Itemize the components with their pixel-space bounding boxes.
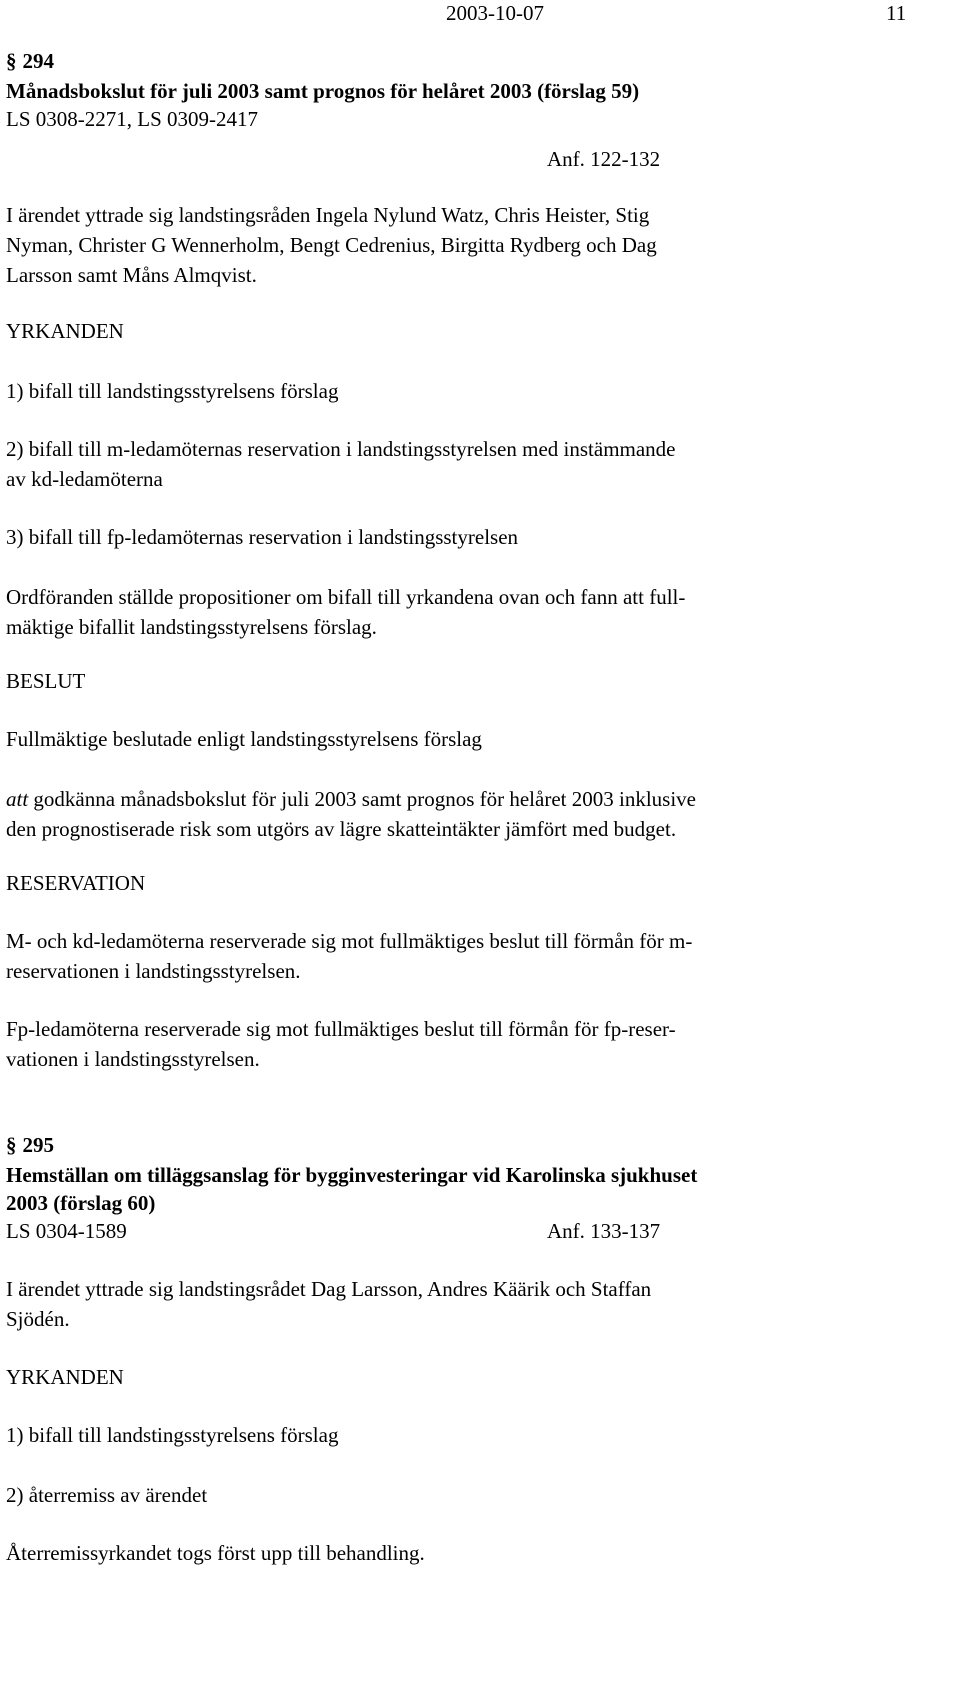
section-295-title-line: Hemställan om tilläggsanslag för bygginvesteringar vid Karolinska sjukhuset xyxy=(6,1163,698,1187)
ordforanden-line: Ordföranden ställde propositioner om bifall till yrkandena ovan och fann att full- xyxy=(6,585,686,609)
yrkande-3: 3) bifall till fp-ledamöternas reservation i landstingsstyrelsen xyxy=(6,525,519,549)
att-clause-line: den prognostiserade risk som utgörs av lägre skatteintäkter jämfört med budget. xyxy=(6,817,677,841)
section-294-title: Månadsbokslut för juli 2003 samt prognos för helåret 2003 (förslag 59) xyxy=(6,79,640,103)
section-295-heading xyxy=(6,1130,54,1160)
reservation-2-line: Fp-ledamöterna reserverade sig mot fullmäktiges beslut till förmån för fp-reser- xyxy=(6,1017,676,1041)
page-date: 2003-10-07 xyxy=(446,1,544,25)
section-294-anf: Anf. 122-132 xyxy=(547,147,661,171)
section-294-heading xyxy=(6,46,54,76)
att-clause-line xyxy=(6,784,696,814)
speakers-line: Nyman, Christer G Wennerholm, Bengt Cedrenius, Birgitta Rydberg och Dag xyxy=(6,233,657,257)
section-295-reference: LS 0304-1589 xyxy=(6,1219,127,1243)
section-295-anf: Anf. 133-137 xyxy=(547,1219,661,1243)
yrkande-2: 2) återremiss av ärendet xyxy=(6,1483,208,1507)
reservation-2-line: vationen i landstingsstyrelsen. xyxy=(6,1047,260,1071)
yrkanden-heading: YRKANDEN xyxy=(6,319,124,343)
section-number: 294 xyxy=(22,49,54,73)
speakers-line: Larsson samt Måns Almqvist. xyxy=(6,263,257,287)
speakers-line: I ärendet yttrade sig landstingsrådet Dag Larsson, Andres Käärik och Staffan xyxy=(6,1277,652,1301)
beslut-heading: BESLUT xyxy=(6,669,86,693)
att-clause-rest: godkänna månadsbokslut för juli 2003 samt prognos för helåret 2003 inklusive xyxy=(28,787,696,811)
yrkande-1: 1) bifall till landstingsstyrelsens förslag xyxy=(6,1423,339,1447)
att-word: att xyxy=(6,787,29,811)
aterremiss-text: Återremissyrkandet togs först upp till behandling. xyxy=(6,1541,425,1565)
section-sign: § xyxy=(6,1133,17,1157)
reservation-heading: RESERVATION xyxy=(6,871,146,895)
speakers-line: I ärendet yttrade sig landstingsråden Ingela Nylund Watz, Chris Heister, Stig xyxy=(6,203,650,227)
speakers-line: Sjödén. xyxy=(6,1307,70,1331)
section-294-reference: LS 0308-2271, LS 0309-2417 xyxy=(6,107,258,131)
beslut-text: Fullmäktige beslutade enligt landstingsstyrelsens förslag xyxy=(6,727,482,751)
yrkanden-heading: YRKANDEN xyxy=(6,1365,124,1389)
section-number: 295 xyxy=(22,1133,54,1157)
reservation-1-line: reservationen i landstingsstyrelsen. xyxy=(6,959,301,983)
ordforanden-line: mäktige bifallit landstingsstyrelsens förslag. xyxy=(6,615,377,639)
reservation-1-line: M- och kd-ledamöterna reserverade sig mot fullmäktiges beslut till förmån för m- xyxy=(6,929,693,953)
yrkande-2-line: 2) bifall till m-ledamöternas reservation i landstingsstyrelsen med instämmande xyxy=(6,437,676,461)
section-295-title-line: 2003 (förslag 60) xyxy=(6,1191,156,1215)
page-number: 11 xyxy=(886,1,907,25)
section-sign: § xyxy=(6,49,17,73)
yrkande-2-line: av kd-ledamöterna xyxy=(6,467,163,491)
yrkande-1: 1) bifall till landstingsstyrelsens förslag xyxy=(6,379,339,403)
